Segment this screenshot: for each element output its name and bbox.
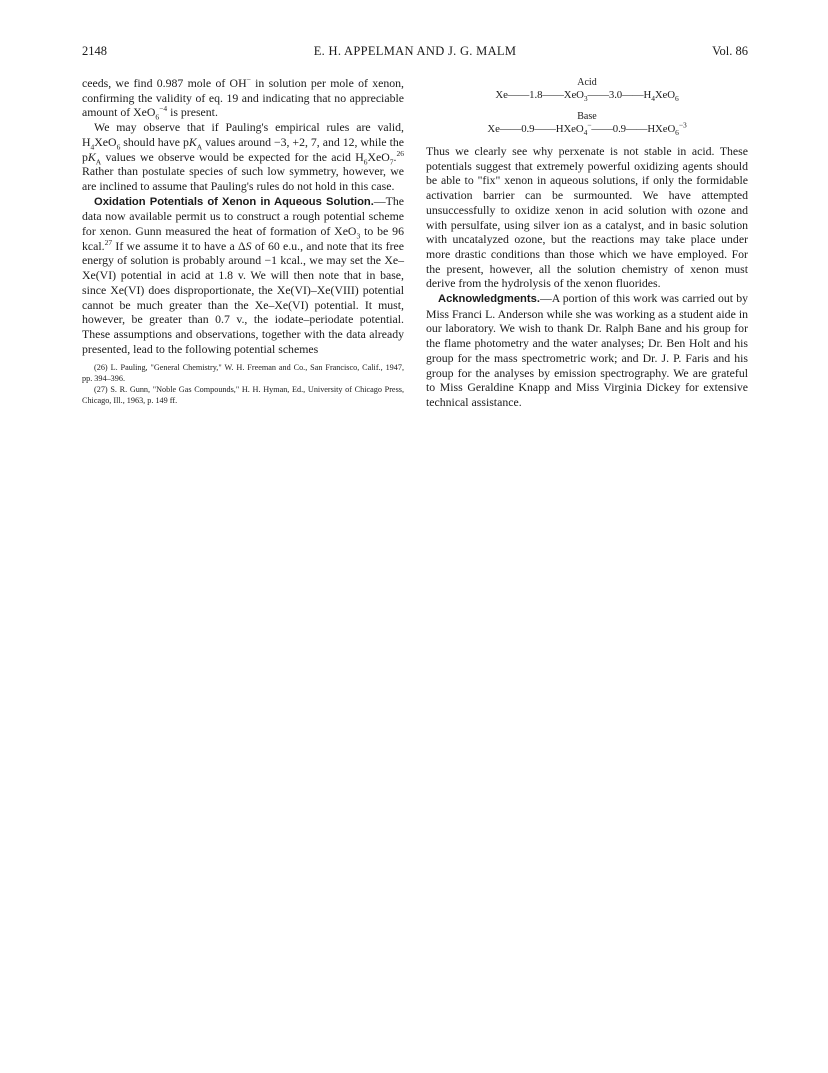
paragraph-continuation: ceeds, we find 0.987 mole of OH− in solution per mole of xenon, confirming the validity of eq. 19 and indicating that no appreciable amount of XeO$_6^{-4}$ is present. [82, 75, 404, 122]
paragraph-acknowledgments: Acknowledgments.—A portion of this work was carried out by Miss Franci L. Anderson while she was working as a student aide in our laboratory. We wish to thank Dr. Ralph Bane and his group for the flame photometry and the water analyses; Dr. Ben Holt and his group for the mass spectrometric work; and Dr. J. P. Faris and his group for the analyses by emission spectrography. We are grateful to Miss Geraldine Knapp and Miss Virginia Dickey for extensive technical assistance. [426, 291, 748, 409]
right-column [426, 76, 748, 410]
journal-volume: Vol. 86 [712, 44, 748, 58]
running-header [82, 44, 748, 64]
scheme-base-row: Xe——0.9——HXeO$_4$−——0.9——HXeO$_6^{-3}$ [487, 120, 687, 138]
footnote-26: (26) L. Pauling, "General Chemistry," W. H. Freeman and Co., San Francisco, Calif., 1947, pp. 394–396. [82, 363, 404, 384]
scheme-acid-row: $Xe——1.8——XeO_3——3.0——H_4XeO_6$ [495, 89, 679, 104]
scheme-acid-label: Acid [577, 77, 597, 88]
section-heading-oxidation: Oxidation Potentials of Xenon in Aqueous Solution. [94, 195, 374, 208]
paragraph-pauling-rules: We may observe that if Pauling's empirical rules are valid, $H_4XeO_6$ should have $pK_A$ values around −3, +2, 7, and 12, while the $pK_A$ values we observe would be expected for the acid $H_6XeO_7.^{26}$ Rather than postulate species of such low symmetry, however, we are inclined to assume that Pauling's rules do not hold in this case. [82, 120, 405, 193]
left-column [82, 76, 404, 406]
footnotes [82, 362, 404, 406]
section-heading-acknowledgments: Acknowledgments. [438, 293, 540, 306]
footnote-27: (27) S. R. Gunn, "Noble Gas Compounds," H. H. Hyman, Ed., University of Chicago Press, Chicago, Ill., 1963, p. 149 ff. [82, 385, 404, 406]
running-head-authors: E. H. APPELMAN AND J. G. MALM [313, 44, 517, 58]
potential-schemes [426, 76, 748, 136]
paragraph-perxenate: Thus we clearly see why perxenate is not stable in acid. These potentials suggest that extremely powerful oxidizing agents should be able to "fix" xenon in aqueous solutions, if only the formidable activation barrier can be surmounted. We have attempted unsuccessfully to oxidize xenon in acid solution with ozone and with persulfate, using silver ion as a catalyst, and in basic solution with uncatalyzed ozone, but the reactions may take place under more drastic conditions than those which we have employed. For the present, however, all the solution chemistry of xenon must derive from the hydrolysis of the xenon fluorides. [426, 144, 748, 291]
page-number: 2148 [82, 44, 107, 58]
scheme-base-label: Base [577, 111, 597, 122]
paragraph-oxidation-potentials: Oxidation Potentials of Xenon in Aqueous Solution.—The data now available permit us to construct a rough potential scheme for xenon. Gunn measured the heat of formation of XeO$_3$ to be 96 kcal.$^{27}$ If we assume it to have a ΔS of 60 e.u., and note that its free energy of solution is probably around −1 kcal., we may set the Xe–Xe(VI) potential in acid at 1.8 v. We will then note that in base, since Xe(VI) does disproportionate, the Xe(VI)–Xe(VIII) potential cannot be much greater than the Xe–Xe(VI) potential. It must, however, be greater than 0.7 v., the iodate–periodate potential. These assumptions and observations, together with the data already presented, lead to the following potential schemes [82, 193, 404, 356]
